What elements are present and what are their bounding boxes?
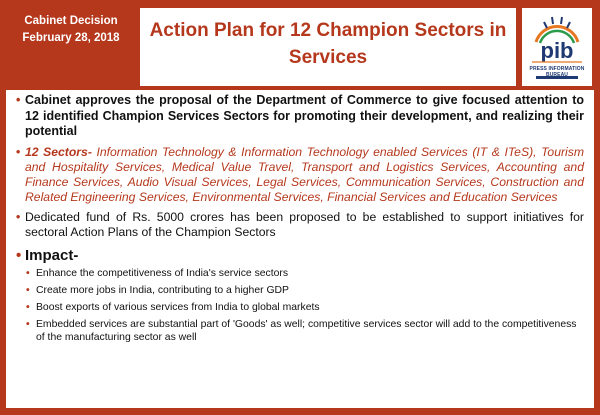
bullet-icon: • [16,209,21,224]
pib-logo [522,8,592,86]
decision-badge [12,13,130,47]
sectors-lead: 12 Sectors- [25,144,92,159]
impact-text: Create more jobs in India, contributing to a higher GDP [36,284,289,296]
bullet-icon: • [26,318,30,330]
list-item-sectors [16,145,584,205]
impact-item [16,267,584,280]
logo-caption: PRESS INFORMATION BUREAU [529,66,585,78]
header-bar [0,0,600,88]
fund-text: Dedicated fund of Rs. 5000 crores has been proposed to be established to support initiatives for sectoral Action Plans of the Champion Sectors [25,209,584,239]
impact-heading-text: Impact- [25,246,79,264]
impact-text: Boost exports of various services from India to global markets [36,301,320,313]
badge-date: February 28, 2018 [22,32,120,44]
impact-item [16,301,584,314]
logo-letters: pib [540,38,574,63]
bullet-icon: • [26,284,30,296]
bullet-icon: • [16,93,21,107]
impact-item [16,318,584,344]
page-title: Action Plan for 12 Champion Sectors in Services [149,20,507,68]
bullet-icon: • [26,301,30,313]
impact-item [16,284,584,297]
approval-text: Cabinet approves the proposal of the Department of Commerce to give focused attention to 12 identified Champion Services Sectors for promoting their development, and realizing their potential [25,93,584,138]
title-panel [140,8,516,86]
impact-text: Enhance the competitiveness of India's service sectors [36,267,289,279]
sectors-list: Information Technology & Information Technology enabled Services (IT & ITeS), Tourism and Hospitality Services, Medical Value Travel, Transport and Logistics Services, Accounting and Finance Services, Audio Visual Services, Legal Services, Communication Services, Construction and Related Engineering Services, Environmental Services, Financial Services and Education Services [25,144,584,204]
list-item-fund [16,210,584,241]
bullet-icon: • [16,144,21,159]
impact-text: Embedded services are substantial part of 'Goods' as well; competitive services sector will add to the competitiveness of the manufacturing sector as well [36,318,577,343]
badge-line-1: Cabinet Decision [24,15,118,27]
bullet-icon: • [26,267,30,279]
bullet-icon: • [16,246,22,264]
content-panel [6,90,594,408]
list-item-cabinet-approval [16,93,584,140]
impact-heading [16,246,584,265]
